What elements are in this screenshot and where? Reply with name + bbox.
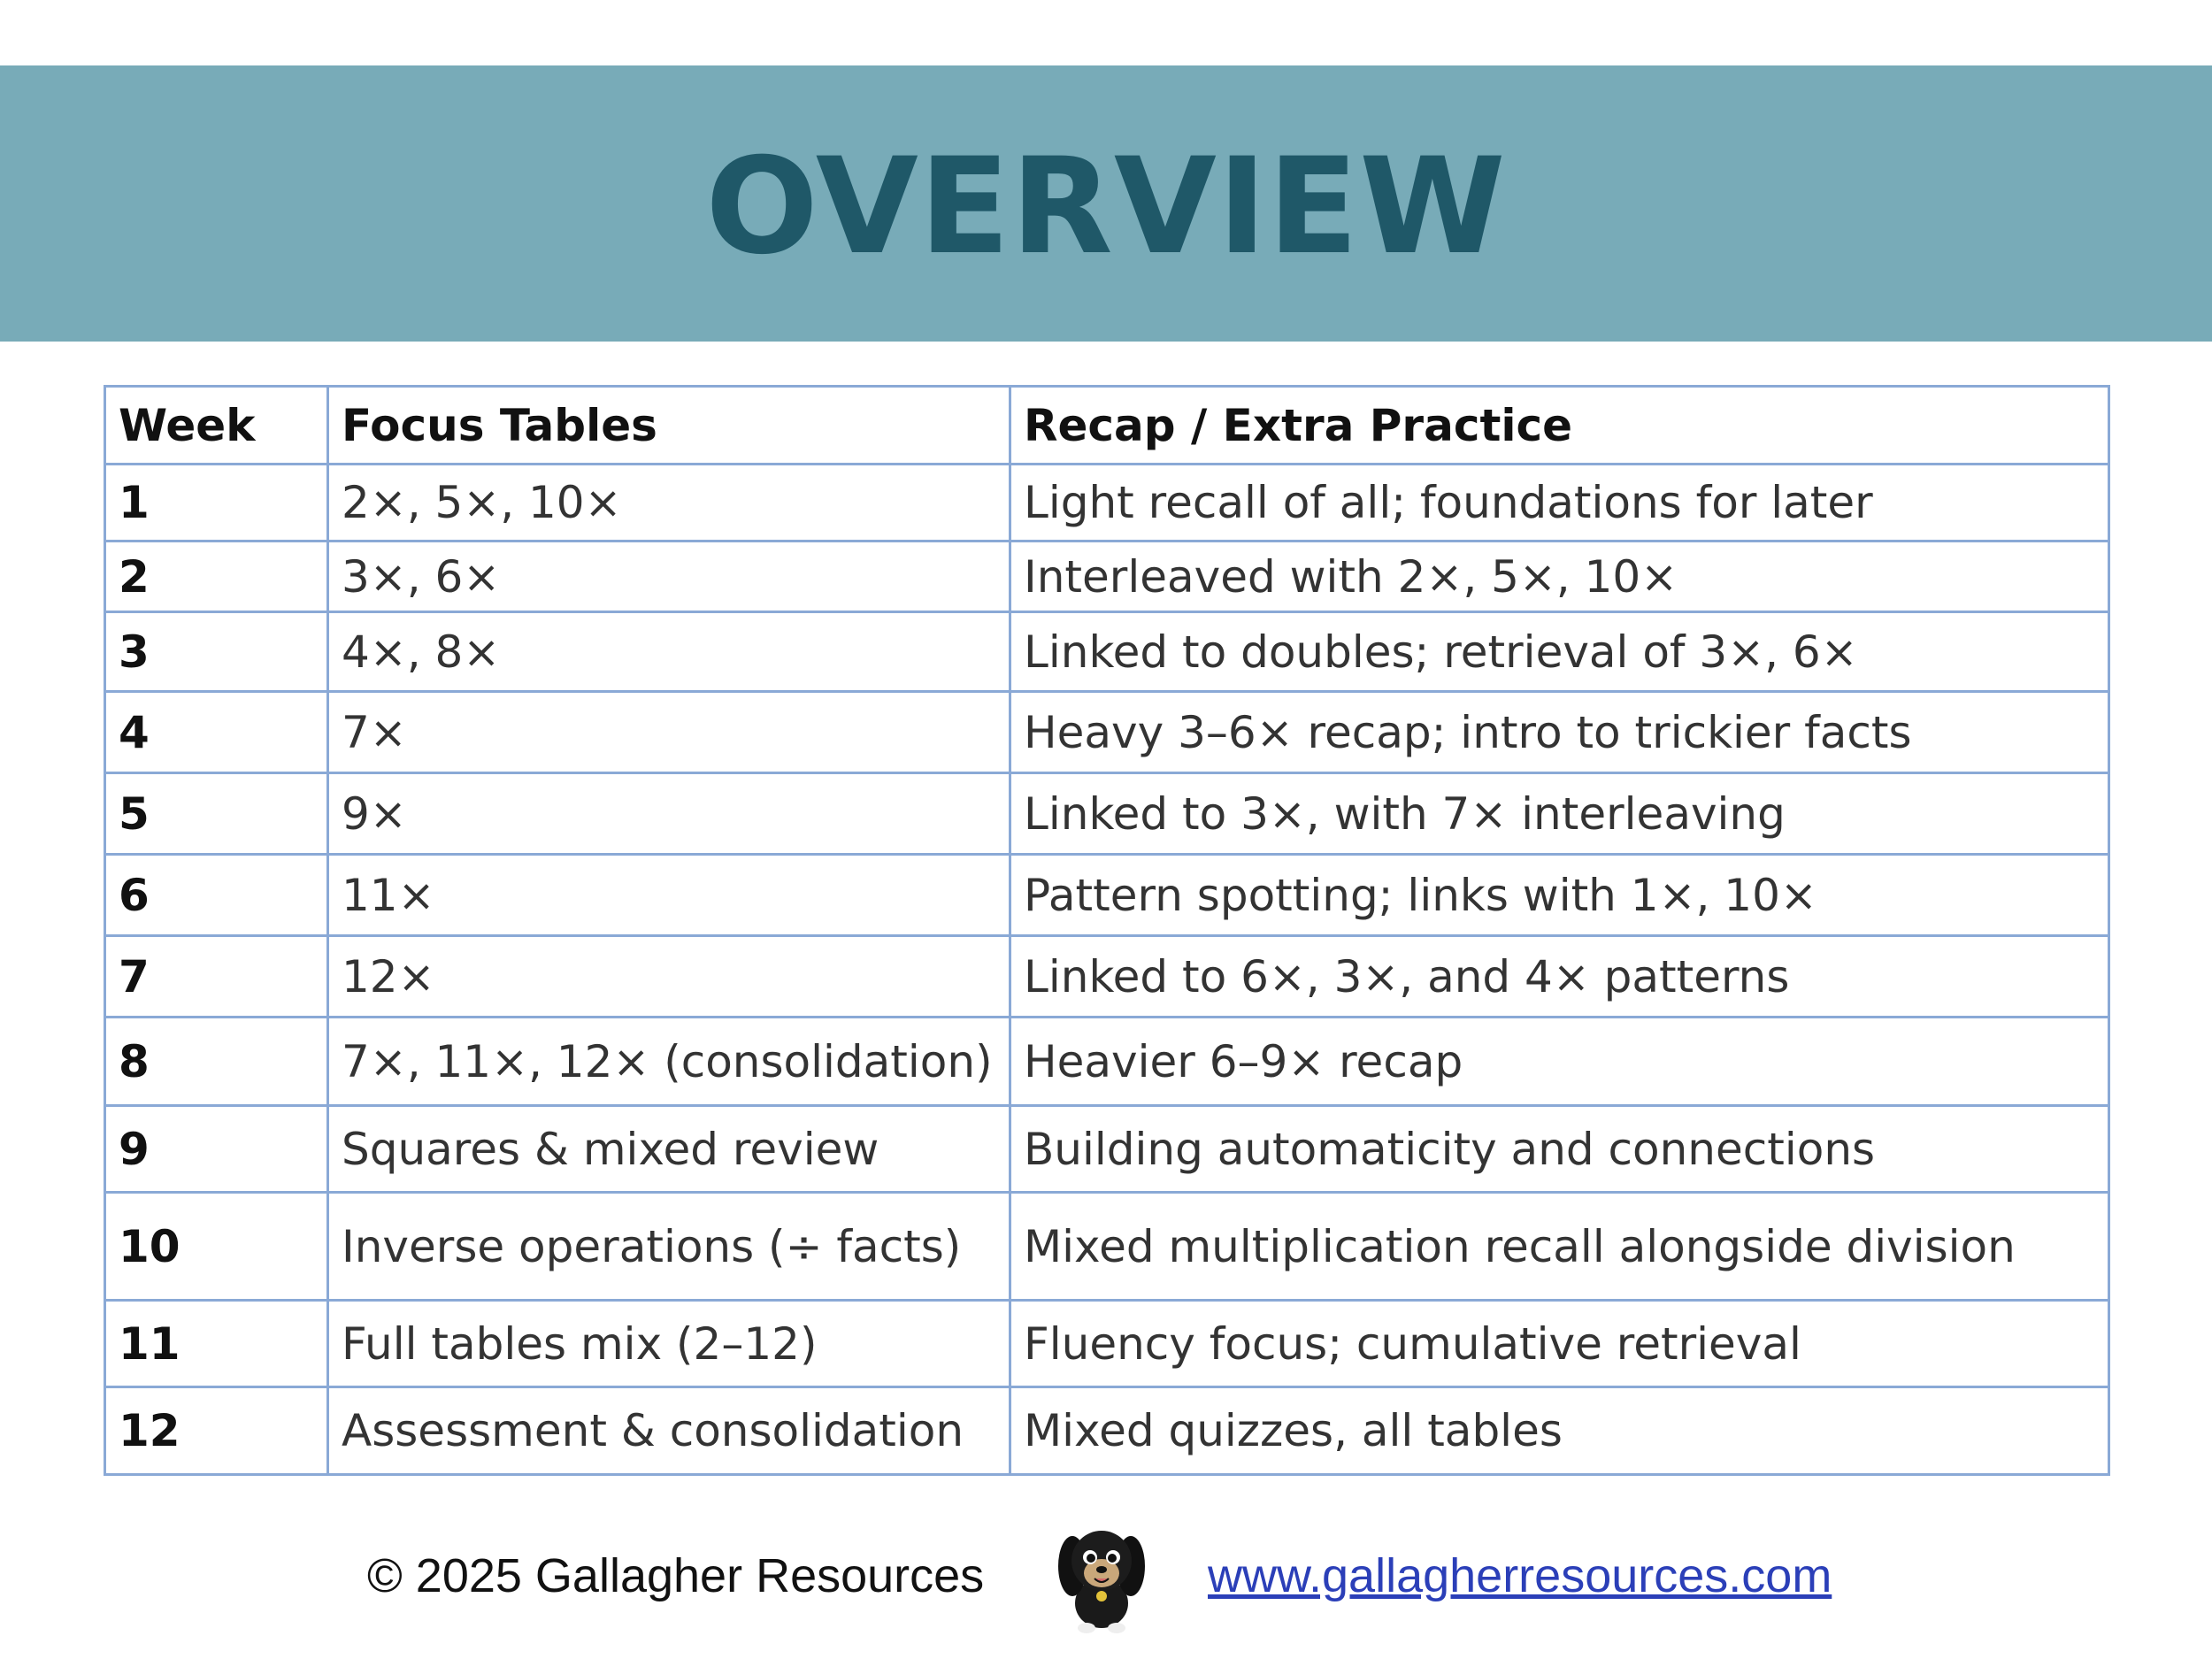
- table-row: [105, 541, 2109, 612]
- focus-cell: Inverse operations (÷ facts): [328, 1193, 1010, 1301]
- week-cell: 4: [105, 692, 328, 773]
- table-row: [105, 612, 2109, 692]
- table-row: [105, 936, 2109, 1018]
- copyright-text: © 2025 Gallagher Resources: [367, 1549, 985, 1602]
- recap-cell: Linked to doubles; retrieval of 3×, 6×: [1010, 612, 2109, 692]
- dog-mascot-icon: [1053, 1515, 1150, 1639]
- page-title: OVERVIEW: [705, 130, 1507, 284]
- week-cell: 3: [105, 612, 328, 692]
- focus-cell: 7×, 11×, 12× (consolidation): [328, 1018, 1010, 1106]
- recap-cell: Linked to 6×, 3×, and 4× patterns: [1010, 936, 2109, 1018]
- title-banner: [0, 65, 2212, 342]
- table-row: [105, 1106, 2109, 1193]
- footer: [0, 1513, 2212, 1646]
- table-row: [105, 1387, 2109, 1475]
- table-header-row: [105, 387, 2109, 465]
- recap-cell: Fluency focus; cumulative retrieval: [1010, 1301, 2109, 1387]
- focus-cell: 9×: [328, 773, 1010, 855]
- week-cell: 10: [105, 1193, 328, 1301]
- header-focus-tables: Focus Tables: [328, 387, 1010, 465]
- week-cell: 8: [105, 1018, 328, 1106]
- week-cell: 9: [105, 1106, 328, 1193]
- website-link[interactable]: www.gallagherresources.com: [1208, 1549, 1832, 1602]
- focus-cell: 2×, 5×, 10×: [328, 465, 1010, 541]
- recap-cell: Linked to 3×, with 7× interleaving: [1010, 773, 2109, 855]
- recap-cell: Light recall of all; foundations for later: [1010, 465, 2109, 541]
- recap-cell: Heavier 6–9× recap: [1010, 1018, 2109, 1106]
- table-row: [105, 773, 2109, 855]
- table-row: [105, 1193, 2109, 1301]
- recap-cell: Building automaticity and connections: [1010, 1106, 2109, 1193]
- table-row: [105, 465, 2109, 541]
- recap-cell: Pattern spotting; links with 1×, 10×: [1010, 855, 2109, 936]
- focus-cell: 12×: [328, 936, 1010, 1018]
- week-cell: 2: [105, 541, 328, 612]
- focus-cell: Full tables mix (2–12): [328, 1301, 1010, 1387]
- focus-cell: 11×: [328, 855, 1010, 936]
- week-cell: 12: [105, 1387, 328, 1475]
- week-cell: 6: [105, 855, 328, 936]
- table-row: [105, 1018, 2109, 1106]
- week-cell: 7: [105, 936, 328, 1018]
- recap-cell: Mixed multiplication recall alongside division: [1010, 1193, 2109, 1301]
- table-row: [105, 692, 2109, 773]
- week-cell: 1: [105, 465, 328, 541]
- overview-table: [104, 385, 2110, 1476]
- header-recap: Recap / Extra Practice: [1010, 387, 2109, 465]
- focus-cell: 3×, 6×: [328, 541, 1010, 612]
- focus-cell: 7×: [328, 692, 1010, 773]
- recap-cell: Interleaved with 2×, 5×, 10×: [1010, 541, 2109, 612]
- table-row: [105, 855, 2109, 936]
- focus-cell: Squares & mixed review: [328, 1106, 1010, 1193]
- header-week: Week: [105, 387, 328, 465]
- table-row: [105, 1301, 2109, 1387]
- focus-cell: Assessment & consolidation: [328, 1387, 1010, 1475]
- week-cell: 5: [105, 773, 328, 855]
- focus-cell: 4×, 8×: [328, 612, 1010, 692]
- recap-cell: Mixed quizzes, all tables: [1010, 1387, 2109, 1475]
- recap-cell: Heavy 3–6× recap; intro to trickier facts: [1010, 692, 2109, 773]
- week-cell: 11: [105, 1301, 328, 1387]
